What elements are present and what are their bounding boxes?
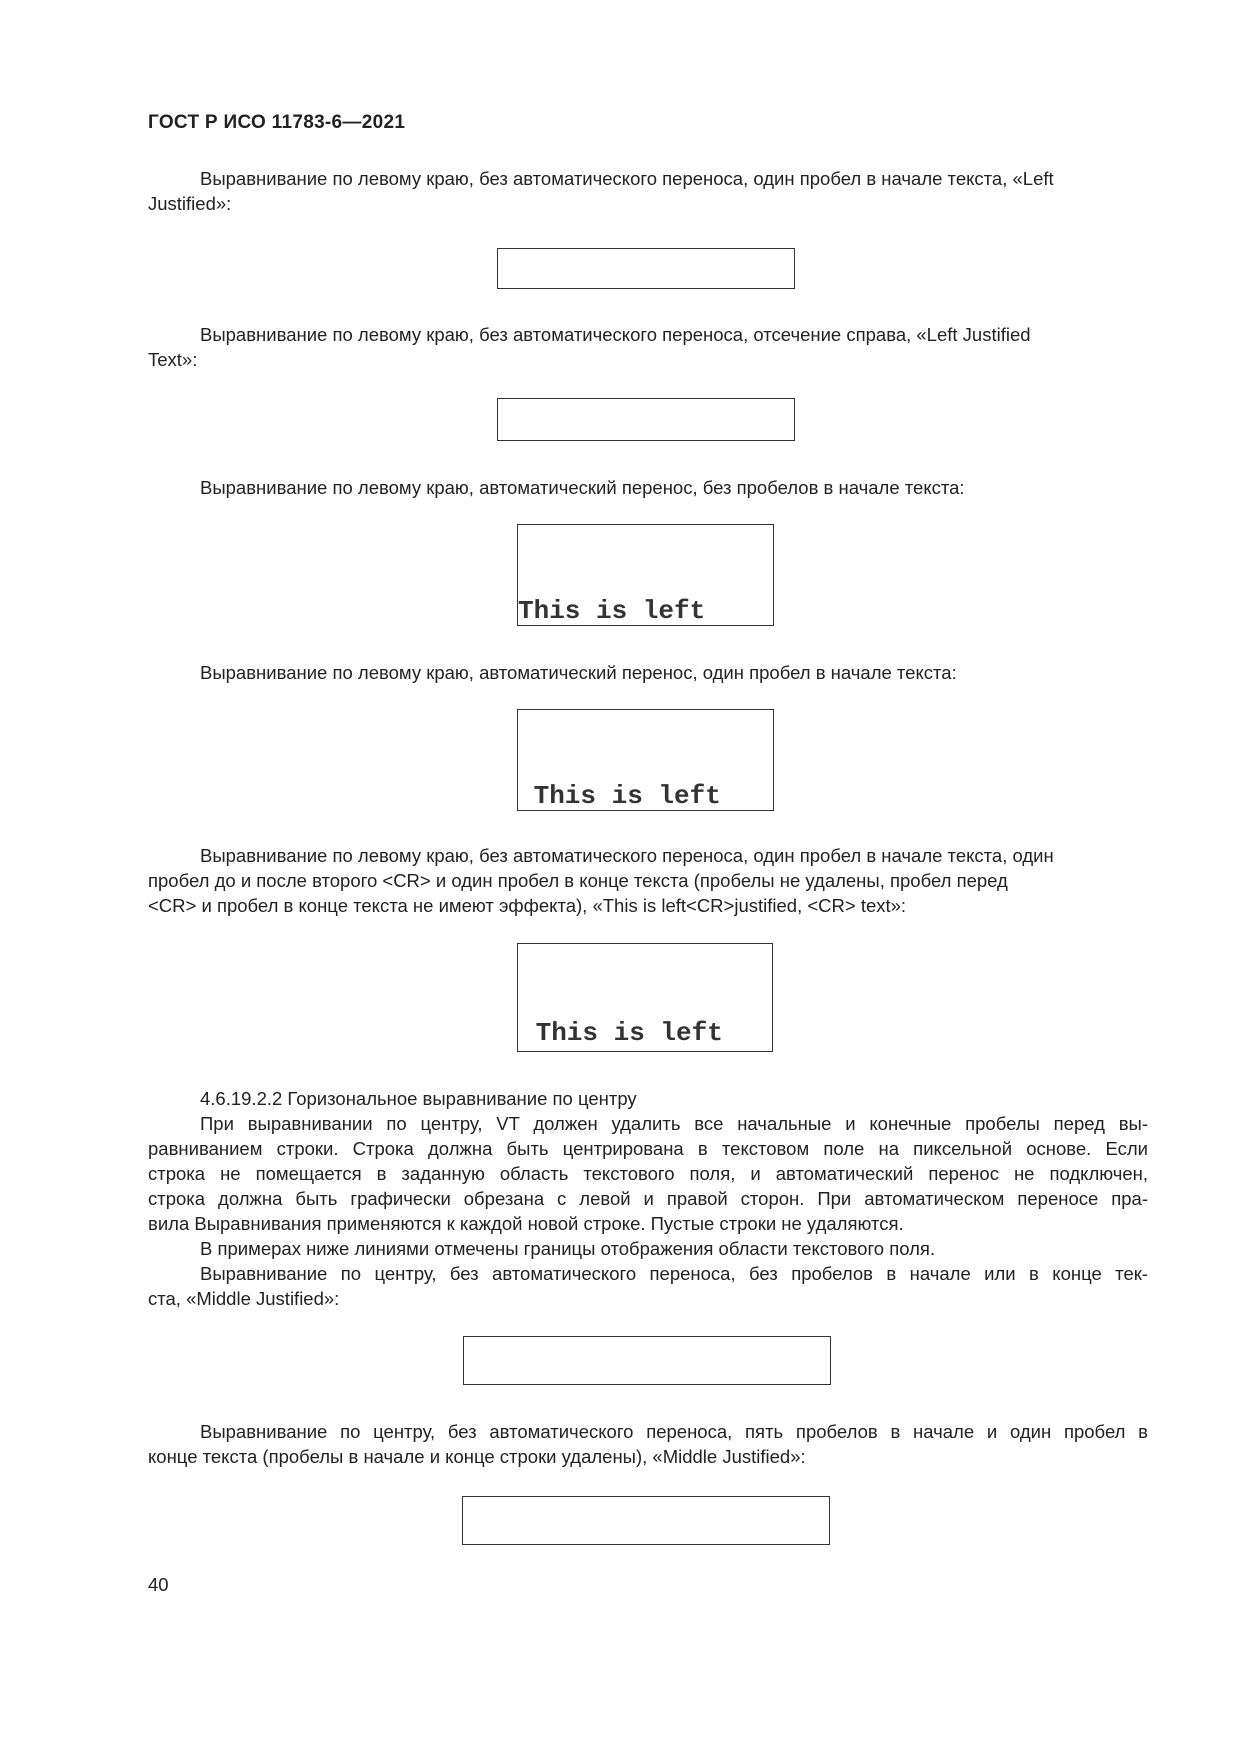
example-box-left-wrapped-single-space [517,709,774,811]
text-line: Выравнивание по центру, без автоматического переноса, без пробелов в начале или в конце тек- [200,1263,1148,1284]
paragraph-middle-justified-spaces [148,1419,1148,1469]
example-box-left-justified [497,248,795,289]
text-line: Выравнивание по левому краю, автоматический перенос, без пробелов в начале текста: [200,477,965,498]
example-box-middle-justified-spaces [462,1496,830,1545]
text-line: Выравнивание по левому краю, без автоматического переноса, один пробел в начале текста, «Left [200,168,1054,189]
paragraph-left-wrapped-single-space [148,660,1148,685]
text-line: Justified»: [148,193,232,214]
text-line: строка не помещается в заданную область текстового поля, и автоматический перенос не подключен, [148,1163,1148,1184]
example-box-left-justified-clipped [497,398,795,441]
example-box-left-cr [517,943,773,1052]
example-line: This is left [518,781,721,811]
text-line: равниванием строки. Строка должна быть центрирована в текстовом поле на пиксельной основе. Если [148,1138,1148,1159]
example-box-middle-justified [463,1336,831,1385]
text-line: Text»: [148,349,198,370]
text-line: конце текста (пробелы в начале и конце строки удалены), «Middle Justified»: [148,1446,806,1467]
paragraph-left-cr-example [148,843,1148,918]
text-line: вила Выравнивания применяются к каждой новой строке. Пустые строки не удаляются. [148,1213,904,1234]
page-number: 40 [148,1574,169,1595]
text-line: ста, «Middle Justified»: [148,1288,340,1309]
text-line: Выравнивание по центру, без автоматического переноса, пять пробелов в начале и один пробел в [200,1421,1148,1442]
text-line: пробел до и после второго <CR> и один пробел в конце текста (пробелы не удалены, пробел перед [148,870,1008,891]
text-line: Выравнивание по левому краю, без автоматического переноса, один пробел в начале текста, один [200,845,1054,866]
example-line: This is left [518,596,706,626]
paragraph-left-justified-single-space [148,166,1148,216]
text-line: <CR> и пробел в конце текста не имеют эффекта), «This is left<CR>justified, <CR> text»: [148,895,907,916]
text-line: При выравнивании по центру, VT должен удалить все начальные и конечные пробелы перед вы- [200,1113,1148,1134]
text-line: Выравнивание по левому краю, автоматический перенос, один пробел в начале текста: [200,662,957,683]
text-line: В примерах ниже линиями отмечены границы отображения области текстового поля. [200,1238,936,1259]
section-center-alignment [148,1086,1148,1311]
example-box-left-wrapped-no-space [517,524,774,626]
paragraph-left-wrapped-no-space [148,475,1148,500]
paragraph-left-justified-clipped [148,322,1148,372]
text-line: Выравнивание по левому краю, без автоматического переноса, отсечение справа, «Left Justified [200,324,1031,345]
text-line: строка должна быть графически обрезана с левой и правой сторон. При автоматическом переносе пра- [148,1188,1148,1209]
section-heading: 4.6.19.2.2 Горизональное выравнивание по центру [200,1088,637,1109]
example-line: This is left [520,1018,723,1048]
document-header: ГОСТ Р ИСО 11783-6—2021 [148,112,406,133]
